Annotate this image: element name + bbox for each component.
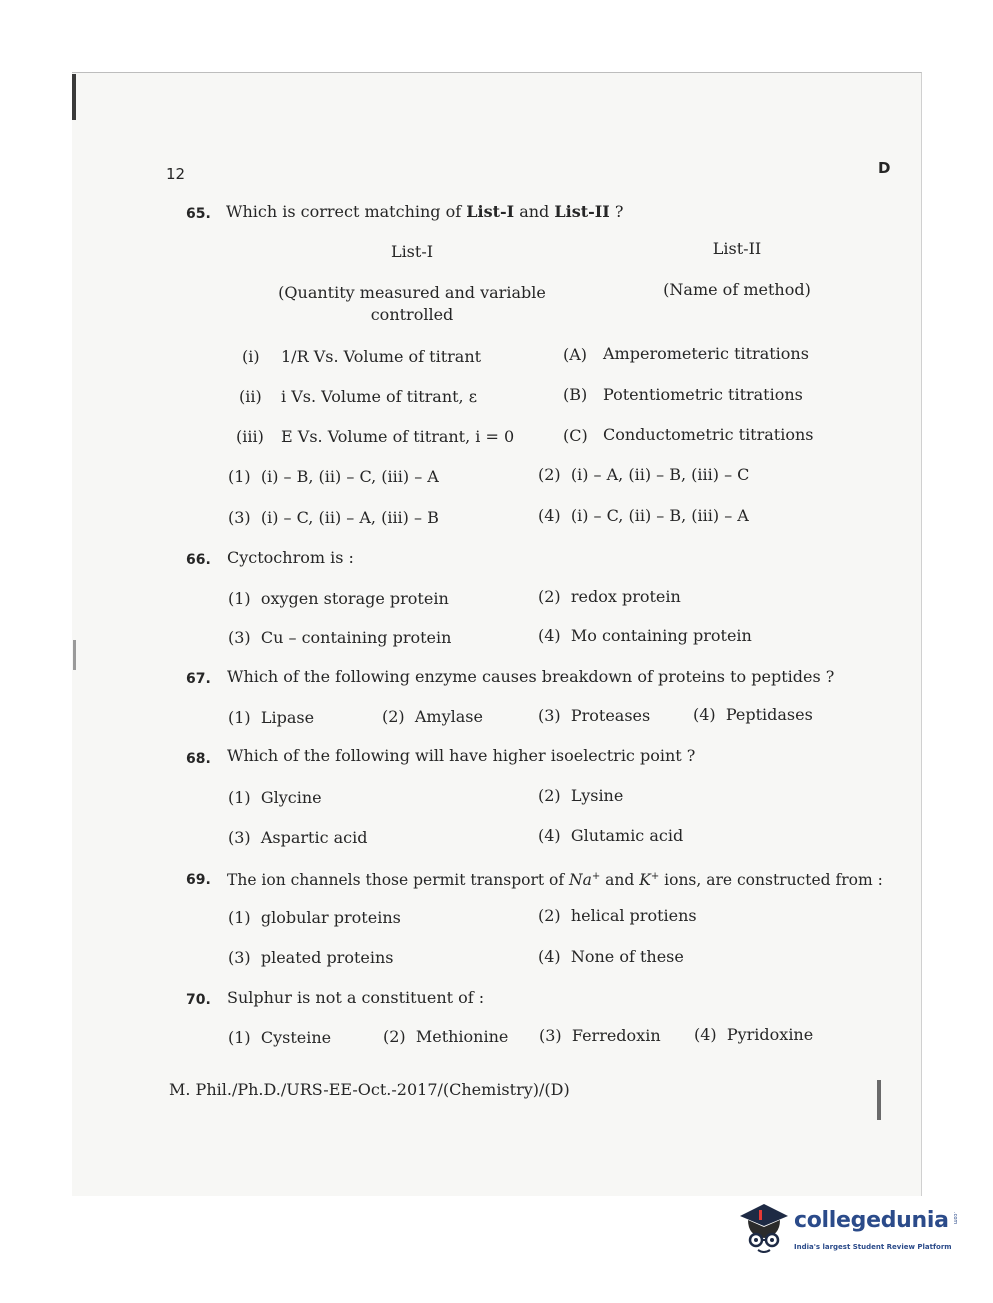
question-stem: The ion channels those permit transport of Na+ and K+ ions, are constructed from : (227, 871, 883, 890)
list-2-subtitle: (Name of method) (663, 280, 811, 299)
list-1-subtitle: (Quantity measured and variable (278, 283, 546, 302)
answer-option[interactable]: (1) Lipase (228, 708, 315, 727)
answer-option[interactable]: (3) Proteases (538, 706, 651, 725)
question-stem: Cyctochrom is : (227, 548, 354, 567)
question-stem: Which of the following will have higher isoelectric point ? (227, 746, 696, 765)
list-1-subtitle: controlled (370, 305, 454, 324)
list-1-item: E Vs. Volume of titrant, i = 0 (281, 427, 515, 446)
answer-option[interactable]: (4) Pyridoxine (694, 1025, 814, 1044)
answer-option[interactable]: (1) (i) – B, (ii) – C, (iii) – A (228, 467, 439, 486)
answer-option[interactable]: (1) oxygen storage protein (228, 589, 449, 608)
page-footer: M. Phil./Ph.D./URS-EE-Oct.-2017/(Chemistry)/(D) (169, 1080, 570, 1099)
question-number: 65. (186, 206, 211, 222)
question-number: 68. (186, 751, 211, 767)
answer-option[interactable]: (1) globular proteins (228, 908, 401, 927)
list-2-item: Potentiometric titrations (603, 385, 803, 404)
question-number: 67. (186, 671, 211, 687)
answer-option[interactable]: (2) Amylase (382, 707, 483, 726)
question-stem: Which of the following enzyme causes breakdown of proteins to peptides ? (227, 667, 835, 686)
list-1-item-label: (ii) (239, 387, 262, 406)
answer-option[interactable]: (2) (i) – A, (ii) – B, (iii) – C (538, 465, 750, 484)
graduate-cap-mascot-icon (734, 1196, 794, 1258)
set-code: D (878, 159, 891, 177)
list-1-heading: List-I (390, 242, 434, 261)
list-1-item-label: (i) (242, 347, 260, 366)
scan-edge-mark (73, 640, 76, 670)
answer-option[interactable]: (4) Mo containing protein (538, 626, 752, 645)
list-1-item: i Vs. Volume of titrant, ε (281, 387, 478, 406)
answer-option[interactable]: (3) Ferredoxin (539, 1026, 661, 1045)
answer-option[interactable]: (2) Lysine (538, 786, 624, 805)
list-2-item-label: (A) (563, 345, 588, 364)
list-2-item-label: (B) (563, 385, 588, 404)
answer-option[interactable]: (4) Glutamic acid (538, 826, 684, 845)
answer-option[interactable]: (4) (i) – C, (ii) – B, (iii) – A (538, 506, 749, 525)
question-stem: Which is correct matching of List-I and List-II ? (226, 202, 624, 221)
list-1-item: 1/R Vs. Volume of titrant (281, 347, 482, 366)
answer-option[interactable]: (1) Glycine (228, 788, 322, 807)
collegedunia-logo (734, 1196, 964, 1266)
answer-option[interactable]: (3) pleated proteins (228, 948, 394, 967)
question-number: 69. (186, 872, 211, 888)
answer-option[interactable]: (2) Methionine (383, 1027, 509, 1046)
list-2-item: Conductometric titrations (603, 425, 814, 444)
scan-edge-mark (72, 74, 76, 120)
logo-suffix: .com (952, 1212, 958, 1225)
logo-tagline: India's largest Student Review Platform (794, 1243, 952, 1251)
answer-option[interactable]: (3) Cu – containing protein (228, 628, 452, 647)
answer-option[interactable]: (3) (i) – C, (ii) – A, (iii) – B (228, 508, 439, 527)
question-stem: Sulphur is not a constituent of : (227, 988, 485, 1007)
list-2-item: Amperometeric titrations (603, 344, 809, 363)
answer-option[interactable]: (2) helical protiens (538, 906, 697, 925)
answer-option[interactable]: (4) None of these (538, 947, 684, 966)
list-2-heading: List-II (712, 239, 762, 258)
question-number: 66. (186, 552, 211, 568)
page-number: 12 (166, 165, 186, 183)
list-1-item-label: (iii) (236, 427, 264, 446)
answer-option[interactable]: (3) Aspartic acid (228, 828, 368, 847)
scan-edge-mark (877, 1080, 881, 1120)
answer-option[interactable]: (2) redox protein (538, 587, 681, 606)
answer-option[interactable]: (1) Cysteine (228, 1028, 332, 1047)
logo-wordmark: collegedunia (794, 1208, 949, 1233)
question-number: 70. (186, 992, 211, 1008)
answer-option[interactable]: (4) Peptidases (693, 705, 813, 724)
list-2-item-label: (C) (563, 426, 588, 445)
